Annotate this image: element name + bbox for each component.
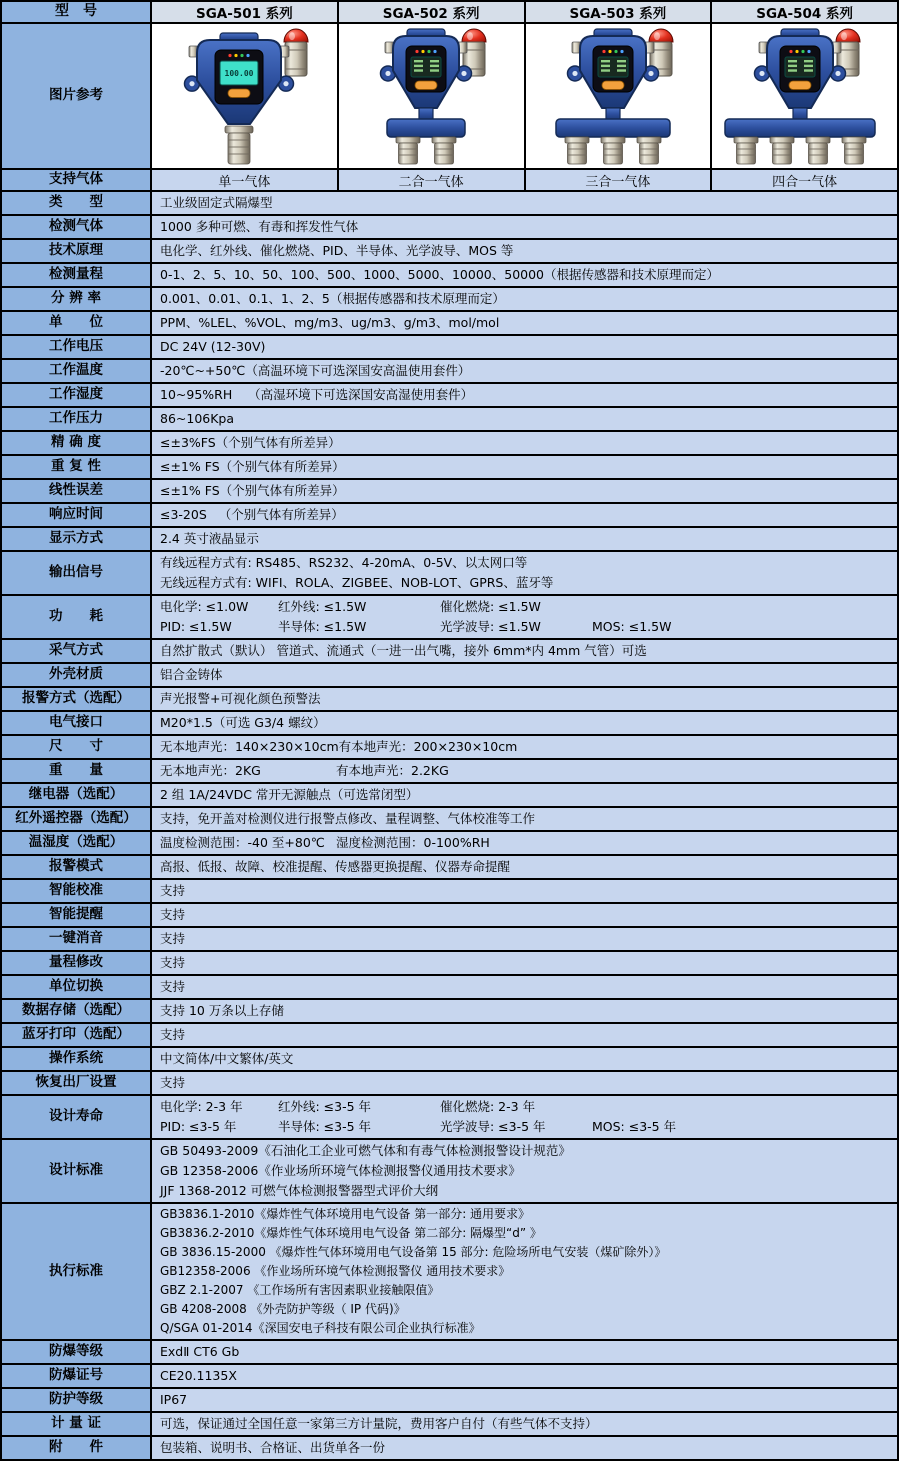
- spec-row-label: 尺 寸: [2, 736, 152, 758]
- spec-row: [2, 552, 897, 596]
- spec-value-text: 2.4 英寸液晶显示: [160, 531, 259, 546]
- spec-row-label: 设计寿命: [2, 1096, 152, 1138]
- model-name-sga-502: SGA-502 系列: [339, 2, 526, 22]
- spec-row: [2, 640, 897, 664]
- spec-row-label: 类 型: [2, 192, 152, 214]
- spec-row-value: [152, 456, 897, 478]
- spec-row: [2, 456, 897, 480]
- spec-value-text: 可选，保证通过全国任意一家第三方计量院，费用客户自付（有些气体不支持）: [160, 1416, 598, 1431]
- spec-row: [2, 784, 897, 808]
- spec-row-label: 计 量 证: [2, 1413, 152, 1435]
- spec-value-text: 催化燃烧: 2-3 年: [440, 1099, 536, 1114]
- spec-value-text: 电化学、红外线、催化燃烧、PID、半导体、光学波导、MOS 等: [160, 243, 514, 258]
- spec-row-value: [152, 640, 897, 662]
- spec-value-text: ≤3-20S （个别气体有所差异）: [160, 507, 344, 522]
- spec-row-label: 继电器（选配）: [2, 784, 152, 806]
- spec-value-text: 支持: [160, 1027, 186, 1042]
- spec-row: [2, 736, 897, 760]
- spec-row: [2, 880, 897, 904]
- spec-row-value: [152, 312, 897, 334]
- spec-value-text: ≤±1% FS（个别气体有所差异）: [160, 483, 345, 498]
- spec-row-value: [152, 712, 897, 734]
- spec-value-text: GB12358-2006 《作业场所环境气体检测报警仪 通用技术要求》: [160, 1264, 511, 1278]
- spec-value-text: 支持: [160, 955, 186, 970]
- spec-row-value: [152, 736, 897, 758]
- model-name-sga-501: SGA-501 系列: [152, 2, 339, 22]
- spec-value-text: PID: ≤1.5W: [160, 619, 232, 634]
- spec-row-label: 电气接口: [2, 712, 152, 734]
- spec-row: [2, 384, 897, 408]
- spec-row: [2, 312, 897, 336]
- spec-value-text: 支持: [160, 931, 186, 946]
- spec-row-label: 设计标准: [2, 1140, 152, 1202]
- spec-row: [2, 192, 897, 216]
- supported-gas-label: 支持气体: [2, 170, 152, 190]
- spec-row: [2, 360, 897, 384]
- spec-value-text: PPM、%LEL、%VOL、mg/m3、ug/m3、g/m3、mol/mol: [160, 315, 500, 330]
- spec-row: [2, 1341, 897, 1365]
- spec-value-text: 包装箱、说明书、合格证、出货单各一份: [160, 1440, 386, 1455]
- spec-row-value: [152, 1437, 897, 1459]
- spec-value-text: 红外线: ≤1.5W: [278, 599, 367, 614]
- spec-row-value: [152, 1024, 897, 1046]
- spec-row: [2, 952, 897, 976]
- image-row: [2, 24, 897, 170]
- spec-row: [2, 832, 897, 856]
- spec-row-value: [152, 832, 897, 854]
- supported-gas-row: [2, 170, 897, 192]
- spec-row-label: 技术原理: [2, 240, 152, 262]
- spec-row-label: 功 耗: [2, 596, 152, 638]
- spec-row-label: 红外遥控器（选配）: [2, 808, 152, 830]
- spec-row-label: 单 位: [2, 312, 152, 334]
- spec-row-label: 重 量: [2, 760, 152, 782]
- spec-value-text: M20*1.5（可选 G3/4 螺纹）: [160, 715, 326, 730]
- spec-row-value: [152, 1389, 897, 1411]
- spec-row-label: 单位切换: [2, 976, 152, 998]
- spec-row: [2, 528, 897, 552]
- spec-row-label: 数据存储（选配）: [2, 1000, 152, 1022]
- spec-value-text: 温度检测范围：-40 至+80℃: [160, 835, 325, 850]
- spec-row-value: [152, 504, 897, 526]
- spec-value-text: 无本地声光：140×230×10cm: [160, 739, 339, 754]
- spec-row-label: 检测气体: [2, 216, 152, 238]
- spec-value-text: 半导体: ≤1.5W: [278, 619, 367, 634]
- spec-value-text: GB 50493-2009《石油化工企业可燃气体和有毒气体检测报警设计规范》: [160, 1143, 571, 1158]
- spec-row: [2, 1024, 897, 1048]
- spec-value-text: ≤±1% FS（个别气体有所差异）: [160, 459, 345, 474]
- spec-row: [2, 432, 897, 456]
- spec-value-text: GB 3836.15-2000 《爆炸性气体环境用电气设备第 15 部分: 危险场所电气安装（煤矿除外）》: [160, 1245, 667, 1259]
- model-header-row: [2, 2, 897, 24]
- spec-row: [2, 1000, 897, 1024]
- spec-value-text: 电化学: 2-3 年: [160, 1099, 243, 1114]
- spec-row: [2, 1389, 897, 1413]
- spec-row-label: 温湿度（选配）: [2, 832, 152, 854]
- spec-row: [2, 1072, 897, 1096]
- spec-row-label: 检测量程: [2, 264, 152, 286]
- spec-value-text: GB 4208-2008 《外壳防护等级（ IP 代码)》: [160, 1302, 406, 1316]
- spec-value-text: 有线远程方式有: RS485、RS232、4-20mA、0-5V、以太网口等: [160, 555, 528, 570]
- spec-row-value: [152, 928, 897, 950]
- spec-row-value: [152, 408, 897, 430]
- model-name-sga-504: SGA-504 系列: [712, 2, 897, 22]
- device-image-sga-501: [152, 24, 339, 168]
- spec-row-value: [152, 976, 897, 998]
- spec-value-text: 1000 多种可燃、有毒和挥发性气体: [160, 219, 359, 234]
- spec-row-value: [152, 856, 897, 878]
- gas-detector-illustration: [714, 26, 896, 166]
- spec-row-label: 操作系统: [2, 1048, 152, 1070]
- spec-row: [2, 904, 897, 928]
- spec-row: [2, 480, 897, 504]
- spec-value-text: PID: ≤3-5 年: [160, 1119, 237, 1134]
- spec-row-label: 报警模式: [2, 856, 152, 878]
- spec-value-text: 高报、低报、故障、校准提醒、传感器更换提醒、仪器寿命提醒: [160, 859, 511, 874]
- spec-row: [2, 1437, 897, 1459]
- spec-row: [2, 760, 897, 784]
- gas-type-sga-501: 单一气体: [152, 170, 339, 190]
- spec-row: [2, 688, 897, 712]
- spec-value-text: 电化学: ≤1.0W: [160, 599, 249, 614]
- spec-row: [2, 664, 897, 688]
- spec-row-value: [152, 240, 897, 262]
- spec-value-text: 86~106Kpa: [160, 411, 235, 426]
- spec-row-value: [152, 952, 897, 974]
- spec-row-label: 线性误差: [2, 480, 152, 502]
- model-row-label: 型 号: [2, 2, 152, 22]
- spec-row-value: [152, 904, 897, 926]
- spec-row-label: 分 辨 率: [2, 288, 152, 310]
- spec-value-text: 支持: [160, 907, 186, 922]
- spec-value-text: 有本地声光：200×230×10cm: [338, 739, 518, 754]
- spec-value-text: IP67: [160, 1392, 188, 1407]
- spec-row: [2, 1413, 897, 1437]
- spec-value-text: GB3836.1-2010《爆炸性气体环境用电气设备 第一部分: 通用要求》: [160, 1207, 531, 1221]
- spec-row-label: 执行标准: [2, 1204, 152, 1339]
- spec-value-text: 支持: [160, 883, 186, 898]
- spec-value-text: 催化燃烧: ≤1.5W: [440, 599, 541, 614]
- spec-value-text: 铝合金铸体: [160, 667, 223, 682]
- device-image-sga-502: [339, 24, 526, 168]
- spec-row-label: 工作压力: [2, 408, 152, 430]
- gas-detector-illustration: [527, 26, 709, 166]
- spec-row: [2, 808, 897, 832]
- spec-row-value: [152, 808, 897, 830]
- spec-value-text: GB 12358-2006《作业场所环境气体检测报警仪通用技术要求》: [160, 1163, 521, 1178]
- spec-row-label: 智能提醒: [2, 904, 152, 926]
- spec-value-text: 中文简体/中文繁体/英文: [160, 1051, 294, 1066]
- spec-row-label: 工作电压: [2, 336, 152, 358]
- spec-value-text: 有本地声光：2.2KG: [336, 763, 449, 778]
- spec-row-label: 附 件: [2, 1437, 152, 1459]
- spec-value-text: DC 24V (12-30V): [160, 339, 266, 354]
- spec-value-text: 10~95%RH （高湿环境下可选深国安高湿使用套件）: [160, 387, 474, 402]
- spec-row: [2, 408, 897, 432]
- spec-row-value: [152, 360, 897, 382]
- spec-value-text: 2 组 1A/24VDC 常开无源触点（可选常闭型）: [160, 787, 419, 802]
- spec-row-value: [152, 1365, 897, 1387]
- spec-row: [2, 504, 897, 528]
- spec-row-value: [152, 880, 897, 902]
- spec-value-text: 支持，免开盖对检测仪进行报警点修改、量程调整、气体校准等工作: [160, 811, 536, 826]
- spec-row-value: [152, 1413, 897, 1435]
- spec-value-text: 湿度检测范围：0-100%RH: [336, 835, 490, 850]
- spec-value-text: -20℃~+50℃（高温环境下可选深国安高温使用套件）: [160, 363, 471, 378]
- gas-detector-illustration: [340, 26, 522, 166]
- spec-value-text: 支持: [160, 1075, 186, 1090]
- model-name-sga-503: SGA-503 系列: [526, 2, 713, 22]
- spec-row: [2, 1096, 897, 1140]
- spec-row-label: 蓝牙打印（选配）: [2, 1024, 152, 1046]
- spec-value-text: 无本地声光：2KG: [160, 763, 261, 778]
- spec-value-text: MOS: ≤3-5 年: [592, 1119, 677, 1134]
- device-image-sga-503: [526, 24, 713, 168]
- spec-value-text: CE20.1135X: [160, 1368, 237, 1383]
- spec-row: [2, 336, 897, 360]
- spec-row-label: 采气方式: [2, 640, 152, 662]
- spec-row-label: 一键消音: [2, 928, 152, 950]
- spec-row-label: 防爆证号: [2, 1365, 152, 1387]
- spec-row-value: [152, 216, 897, 238]
- spec-row-label: 工作温度: [2, 360, 152, 382]
- spec-row-value: [152, 1000, 897, 1022]
- spec-value-text: GB3836.2-2010《爆炸性气体环境用电气设备 第二部分: 隔爆型“d” 》: [160, 1226, 542, 1240]
- spec-value-text: Q/SGA 01-2014《深国安电子科技有限公司企业执行标准》: [160, 1321, 481, 1335]
- spec-row: [2, 856, 897, 880]
- spec-row-value: [152, 336, 897, 358]
- spec-row-label: 显示方式: [2, 528, 152, 550]
- spec-row-value: [152, 1096, 897, 1138]
- spec-row-value: [152, 480, 897, 502]
- image-row-label: 图片参考: [2, 24, 152, 168]
- spec-row-value: [152, 192, 897, 214]
- spec-row: [2, 264, 897, 288]
- spec-row-value: [152, 288, 897, 310]
- spec-value-text: 0.001、0.01、0.1、1、2、5（根据传感器和技术原理而定）: [160, 291, 505, 306]
- spec-row-value: [152, 688, 897, 710]
- gas-type-sga-503: 三合一气体: [526, 170, 713, 190]
- spec-row: [2, 1048, 897, 1072]
- spec-row-value: [152, 596, 897, 638]
- spec-row-value: [152, 264, 897, 286]
- spec-value-text: 光学波导: ≤1.5W: [440, 619, 541, 634]
- spec-row-value: [152, 552, 897, 594]
- device-image-sga-504: [712, 24, 897, 168]
- spec-row-value: [152, 432, 897, 454]
- spec-row-label: 智能校准: [2, 880, 152, 902]
- spec-row-value: [152, 1048, 897, 1070]
- spec-row: [2, 712, 897, 736]
- spec-row-value: [152, 664, 897, 686]
- spec-value-text: 光学波导: ≤3-5 年: [440, 1119, 546, 1134]
- spec-row: [2, 1140, 897, 1204]
- spec-rows: [2, 192, 897, 1459]
- spec-row-label: 响应时间: [2, 504, 152, 526]
- spec-value-text: 支持 10 万条以上存储: [160, 1003, 284, 1018]
- spec-value-text: 自然扩散式（默认） 管道式、流通式（一进一出气嘴，接外 6mm*内 4mm 气管）可选: [160, 643, 647, 658]
- spec-row-label: 精 确 度: [2, 432, 152, 454]
- spec-row: [2, 288, 897, 312]
- spec-value-text: 声光报警+可视化颜色预警法: [160, 691, 321, 706]
- spec-value-text: ExdⅡ CT6 Gb: [160, 1344, 240, 1359]
- spec-value-text: 工业级固定式隔爆型: [160, 195, 273, 210]
- spec-value-text: 半导体: ≤3-5 年: [278, 1119, 372, 1134]
- spec-row-value: [152, 528, 897, 550]
- spec-row: [2, 216, 897, 240]
- spec-row-value: [152, 784, 897, 806]
- spec-value-text: 支持: [160, 979, 186, 994]
- spec-value-text: JJF 1368-2012 可燃气体检测报警器型式评价大纲: [160, 1183, 439, 1198]
- spec-value-text: GBZ 2.1-2007 《工作场所有害因素职业接触限值》: [160, 1283, 440, 1297]
- gas-detector-illustration: [153, 26, 335, 166]
- spec-row-value: [152, 384, 897, 406]
- spec-row-label: 重 复 性: [2, 456, 152, 478]
- spec-row: [2, 240, 897, 264]
- spec-value-text: MOS: ≤1.5W: [592, 619, 672, 634]
- spec-row: [2, 976, 897, 1000]
- svg-text:100.00: 100.00: [224, 69, 254, 78]
- spec-row-label: 防护等级: [2, 1389, 152, 1411]
- spec-row-value: [152, 1140, 897, 1202]
- spec-row-label: 防爆等级: [2, 1341, 152, 1363]
- spec-row: [2, 928, 897, 952]
- spec-value-text: 0-1、2、5、10、50、100、500、1000、5000、10000、50000（根据传感器和技术原理而定）: [160, 267, 720, 282]
- spec-row-label: 外壳材质: [2, 664, 152, 686]
- spec-value-text: 红外线: ≤3-5 年: [278, 1099, 372, 1114]
- spec-row-label: 报警方式（选配）: [2, 688, 152, 710]
- spec-row-value: [152, 1072, 897, 1094]
- spec-row-label: 输出信号: [2, 552, 152, 594]
- spec-row-value: [152, 760, 897, 782]
- spec-value-text: ≤±3%FS（个别气体有所差异）: [160, 435, 341, 450]
- spec-row: [2, 1204, 897, 1341]
- spec-value-text: 无线远程方式有: WIFI、ROLA、ZIGBEE、NOB-LOT、GPRS、蓝牙等: [160, 575, 554, 590]
- spec-row: [2, 596, 897, 640]
- spec-row-label: 量程修改: [2, 952, 152, 974]
- spec-row-value: [152, 1204, 897, 1339]
- spec-row-label: 工作湿度: [2, 384, 152, 406]
- spec-row-value: [152, 1341, 897, 1363]
- gas-type-sga-504: 四合一气体: [712, 170, 897, 190]
- gas-type-sga-502: 二合一气体: [339, 170, 526, 190]
- spec-row-label: 恢复出厂设置: [2, 1072, 152, 1094]
